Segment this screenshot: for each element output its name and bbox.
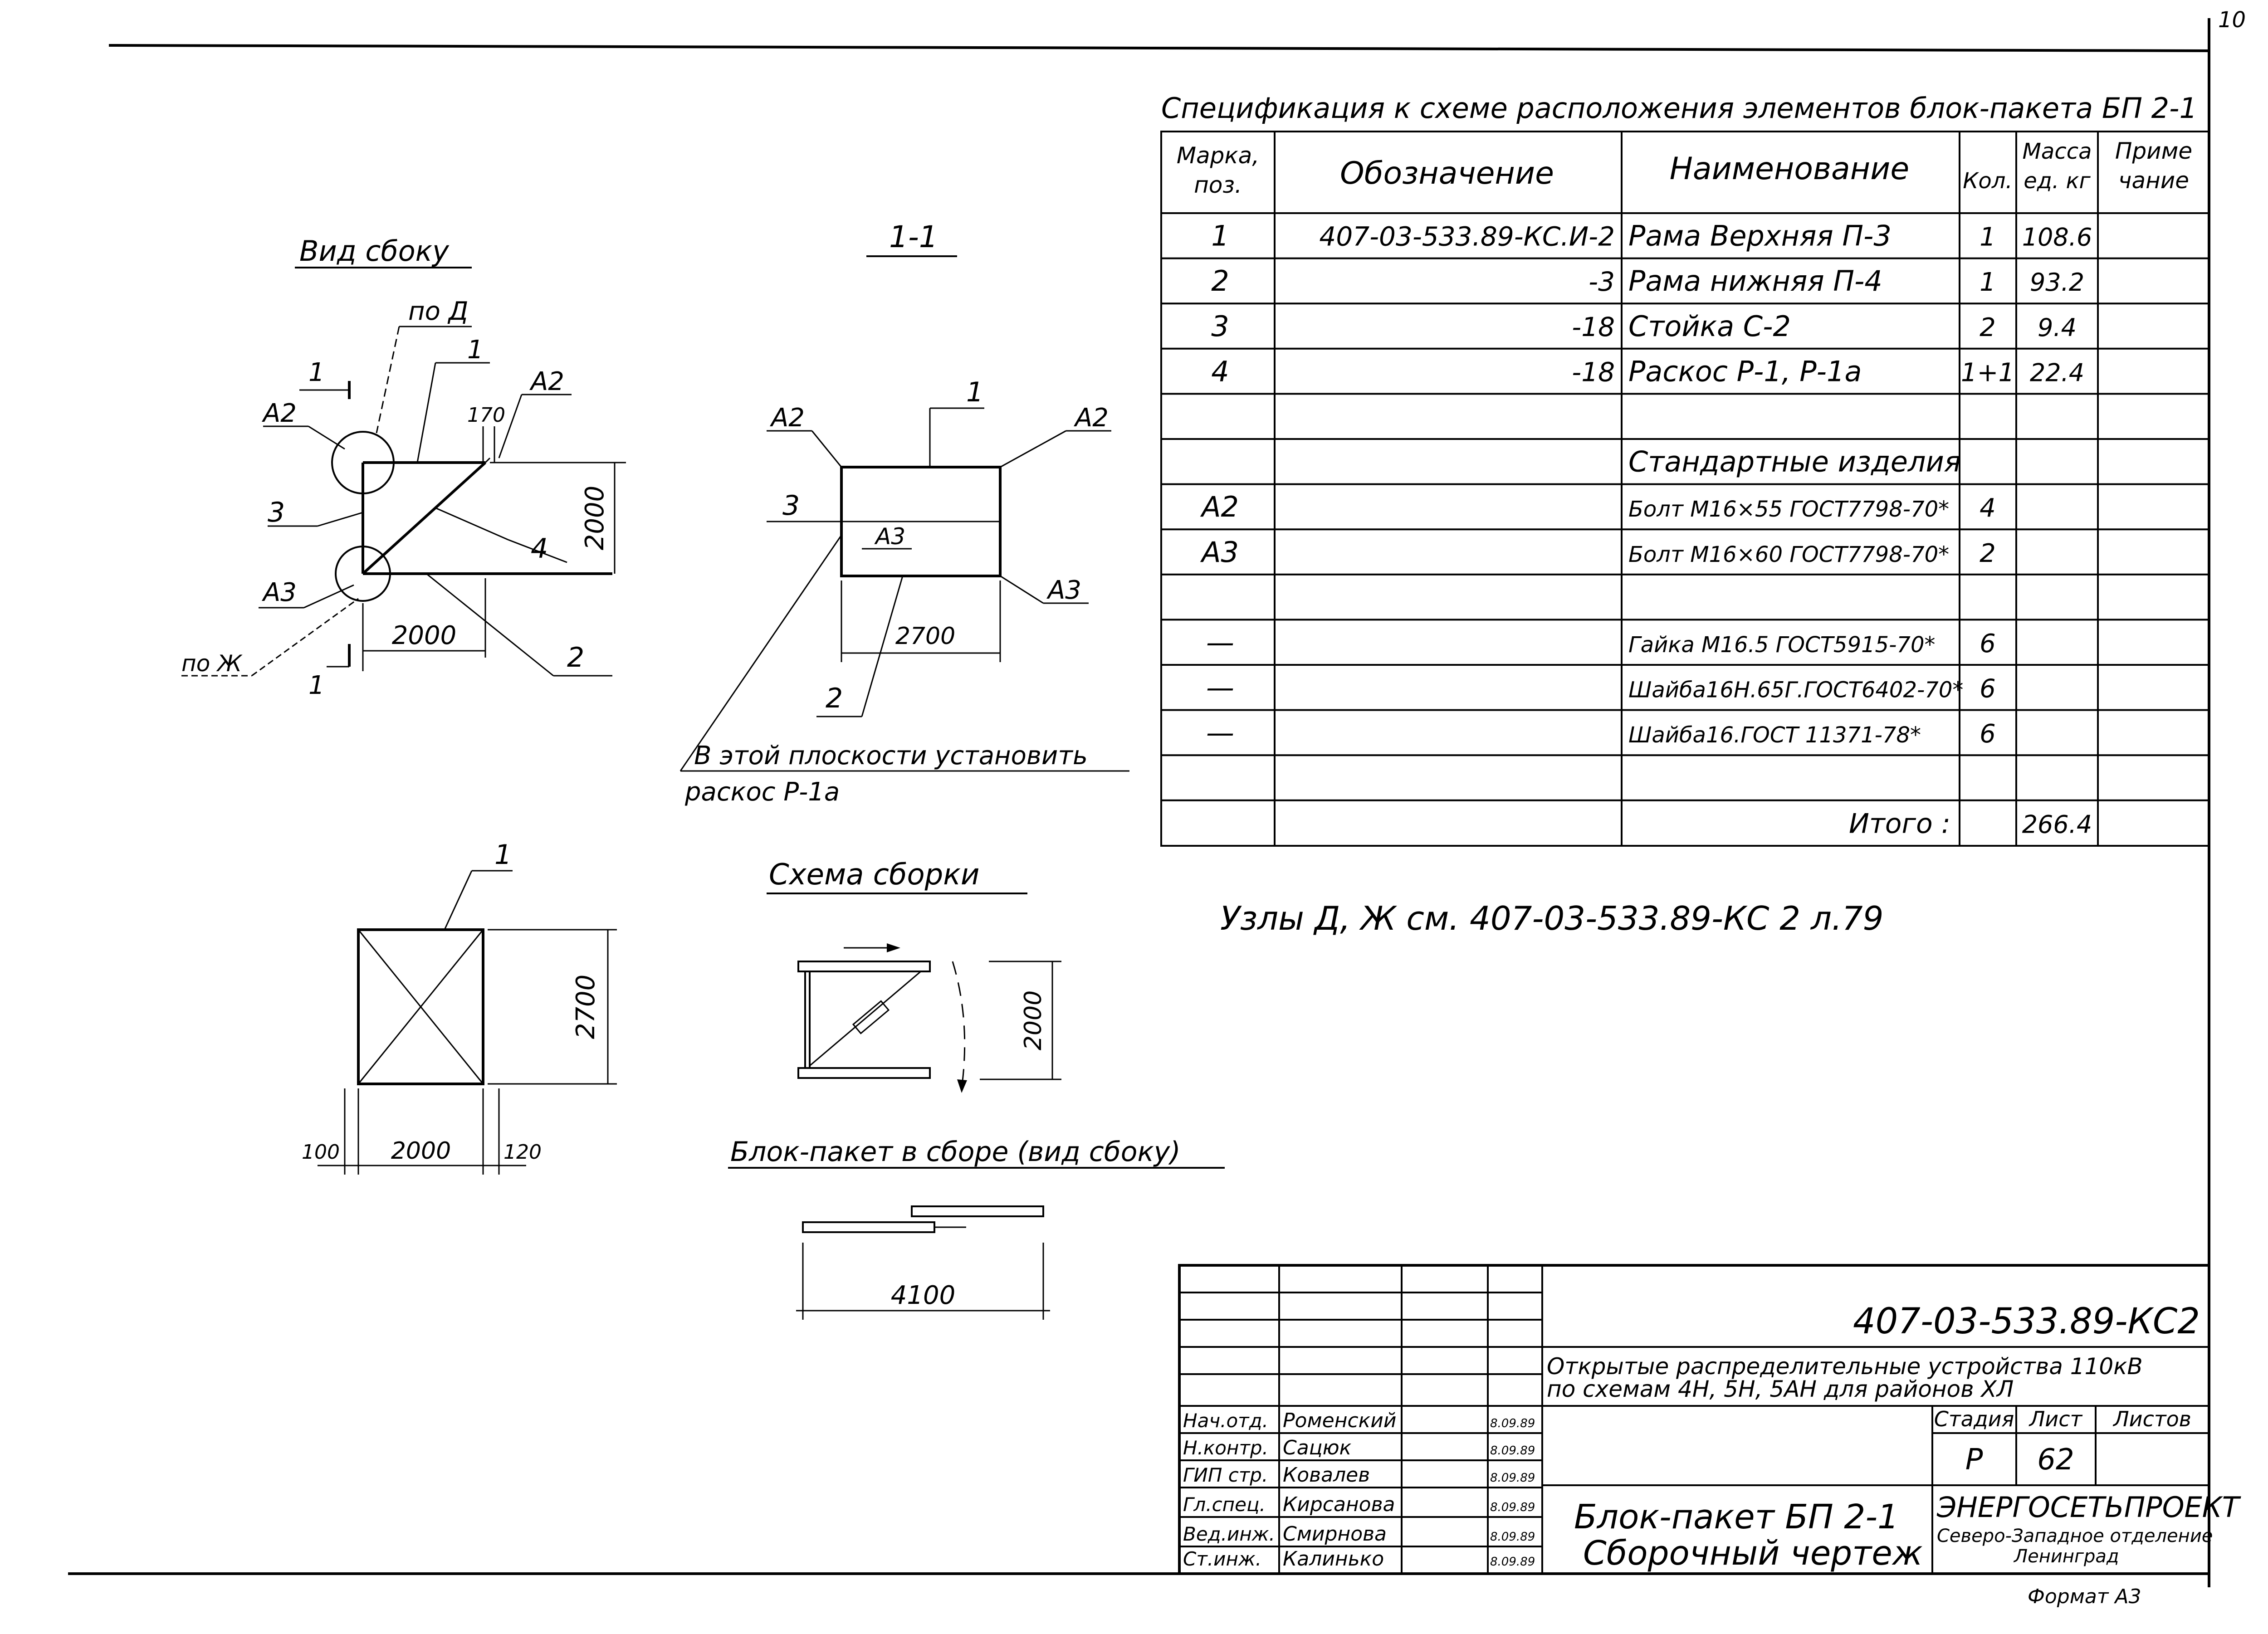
label-pos-2: 2 [567,642,585,673]
spec-row-qty: 4 [1980,493,1996,523]
header-mark-2: поз. [1194,172,1242,198]
signature-date: 8.09.89 [1490,1417,1535,1430]
stamp-sheet-label: Лист [2029,1407,2082,1431]
signature-name: Смирнова [1283,1522,1387,1546]
header-qty: Кол. [1963,168,2013,194]
stamp-stage-label: Стадия [1934,1407,2014,1431]
assembled-title: Блок-пакет в сборе (вид сбоку) [730,1136,1181,1168]
side-view [181,234,626,700]
dim-side-width: 2000 [391,621,457,650]
spec-title: Спецификация к схеме расположения элементов блок-пакета БП 2-1 [1161,92,2197,125]
stamp-sheets-label: Листов [2113,1407,2191,1431]
stamp-org-1: ЭНЕРГОСЕТЬПРОЕКТ [1937,1491,2239,1524]
cut-mark-bottom: 1 [308,671,325,700]
header-note-2: чание [2118,167,2190,194]
signature-date: 8.09.89 [1490,1555,1535,1569]
section-title: 1-1 [889,219,938,254]
signature-date: 8.09.89 [1490,1444,1535,1458]
spec-row-qty: 2 [1980,312,1996,342]
spec-row-designation: -18 [1572,356,1615,388]
signature-name: Калинько [1283,1547,1384,1571]
assembly-title: Схема сборки [769,858,980,892]
spec-row-name: Стандартные изделия [1628,445,1961,478]
section-pos-2: 2 [826,683,843,714]
side-view-title: Вид сбоку [299,234,449,268]
plan-view [302,839,617,1175]
stamp-code: 407-03-533.89-КС2 [1853,1301,2200,1342]
spec-row-designation: 407-03-533.89-КС.И-2 [1319,221,1615,252]
spec-row-name: Стойка С-2 [1628,309,1791,343]
spec-row-mark: — [1206,671,1234,704]
stamp-sheet-number: 62 [2037,1443,2074,1477]
section-note-1: В этой плоскости установить [694,741,1088,771]
spec-row-qty: 1+1 [1960,358,2015,388]
signature-name: Роменский [1283,1409,1397,1432]
signature-name: Кирсанова [1283,1493,1395,1516]
spec-row-designation: -18 [1572,311,1615,342]
spec-row-qty: 6 [1980,719,1996,749]
spec-row-name: Рама Верхняя П-3 [1628,219,1892,253]
spec-row-name: Болт М16×55 ГОСТ7798-70* [1628,497,1950,522]
header-name: Наименование [1669,151,1910,187]
plan-pos-1: 1 [494,839,512,871]
spec-row-qty: 2 [1980,538,1996,568]
stamp-subtitle-2: по схемам 4Н, 5Н, 5АН для районов ХЛ [1547,1376,2014,1402]
section-pos-1: 1 [966,376,984,408]
dim-170: 170 [467,404,505,427]
spec-row-mass: 266.4 [2022,810,2092,839]
section-a2-left: А2 [771,403,805,433]
plan-dim-width: 2000 [391,1137,451,1165]
plan-dim-left: 100 [302,1141,340,1164]
spec-row-mark: 4 [1211,355,1229,388]
stamp-doc-title-2: Сборочный чертеж [1583,1534,1923,1573]
spec-row-mass: 9.4 [2038,313,2077,342]
signature-role: Гл.спец. [1183,1493,1266,1516]
signature-date: 8.09.89 [1490,1471,1535,1485]
spec-row-mass: 93.2 [2029,268,2085,297]
spec-row-mark: А3 [1202,535,1239,569]
label-a3: А3 [263,578,297,607]
stamp-org-2: Северо-Западное отделение [1937,1526,2213,1546]
label-pos-3: 3 [268,497,285,528]
spec-row-mark: 1 [1211,219,1229,253]
assembly-dim-height: 2000 [1020,990,1047,1051]
spec-row-name: Рама нижняя П-4 [1628,264,1882,298]
label-po-d: по Д [408,297,469,326]
spec-row-mark: 3 [1211,309,1229,343]
signature-role: Ст.инж. [1183,1548,1262,1570]
signature-role: Вед.инж. [1183,1523,1275,1545]
assembled-dim-width: 4100 [890,1281,956,1310]
spec-row-qty: 1 [1980,268,1996,298]
section-pos-3: 3 [782,490,800,522]
assembled-block [728,1136,1225,1320]
section-a3-inner: А3 [875,523,906,550]
sheet-corner-number: 10 [2218,7,2246,33]
section-a2-right: А2 [1075,403,1109,433]
spec-row-name: Болт М16×60 ГОСТ7798-70* [1628,541,1950,567]
cut-mark-top: 1 [308,358,325,387]
signature-name: Сацюк [1283,1436,1352,1459]
spec-row-name: Раскос Р-1, Р-1а [1628,355,1862,388]
section-dim-width: 2700 [895,623,956,650]
dim-side-height: 2000 [580,485,610,551]
header-note-1: Приме [2115,138,2193,164]
header-designation: Обозначение [1340,156,1554,191]
label-pos-1: 1 [467,335,484,365]
spec-row-qty: 1 [1980,222,1996,252]
top-border-line [109,45,2209,51]
stamp-stage: Р [1965,1443,1983,1477]
stamp-format: Формат А3 [2028,1585,2141,1608]
spec-row-name: Шайба16.ГОСТ 11371-78* [1628,722,1921,748]
section-a3-right: А3 [1048,576,1081,605]
header-mass-1: Масса [2022,139,2092,164]
label-a2-left: А2 [263,399,297,428]
plan-dim-height: 2700 [571,974,601,1039]
signature-role: Н.контр. [1183,1437,1268,1459]
spec-row-designation: -3 [1589,266,1615,298]
spec-row-mark: А2 [1202,490,1239,524]
spec-row-name: Шайба16Н.65Г.ГОСТ6402-70* [1628,677,1964,703]
plan-dim-right: 120 [503,1141,542,1164]
spec-row-mark: — [1206,626,1234,659]
spec-row-qty: 6 [1980,674,1996,704]
signature-date: 8.09.89 [1490,1501,1535,1514]
spec-row-mass: 22.4 [2029,358,2085,387]
stamp-subtitle-1: Открытые распределительные устройства 110кВ [1547,1353,2143,1380]
signature-date: 8.09.89 [1490,1530,1535,1544]
assembly-scheme [767,858,1061,1093]
section-note-2: раскос Р-1а [685,777,840,807]
spec-row-mark: 2 [1211,264,1229,298]
signature-role: Нач.отд. [1183,1410,1269,1432]
spec-row-name: Итого : [1848,808,1950,840]
label-a2-right: А2 [531,367,564,396]
spec-row-mass: 108.6 [2022,223,2092,252]
header-mass-2: ед. кг [2024,168,2091,194]
signature-name: Ковалев [1283,1463,1370,1487]
signature-role: ГИП стр. [1183,1464,1268,1486]
section-view [680,219,1129,807]
label-pos-4: 4 [531,533,548,565]
spec-row-name: Гайка М16.5 ГОСТ5915-70* [1628,632,1936,658]
stamp-doc-title-1: Блок-пакет БП 2-1 [1574,1497,1899,1536]
header-mark-1: Марка, [1176,142,1260,169]
stamp-org-3: Ленинград [2014,1546,2119,1567]
spec-row-qty: 6 [1980,629,1996,658]
nodes-note: Узлы Д, Ж см. 407-03-533.89-КС 2 л.79 [1220,899,1884,937]
spec-row-mark: — [1206,716,1234,750]
label-po-zh: по Ж [181,650,242,677]
